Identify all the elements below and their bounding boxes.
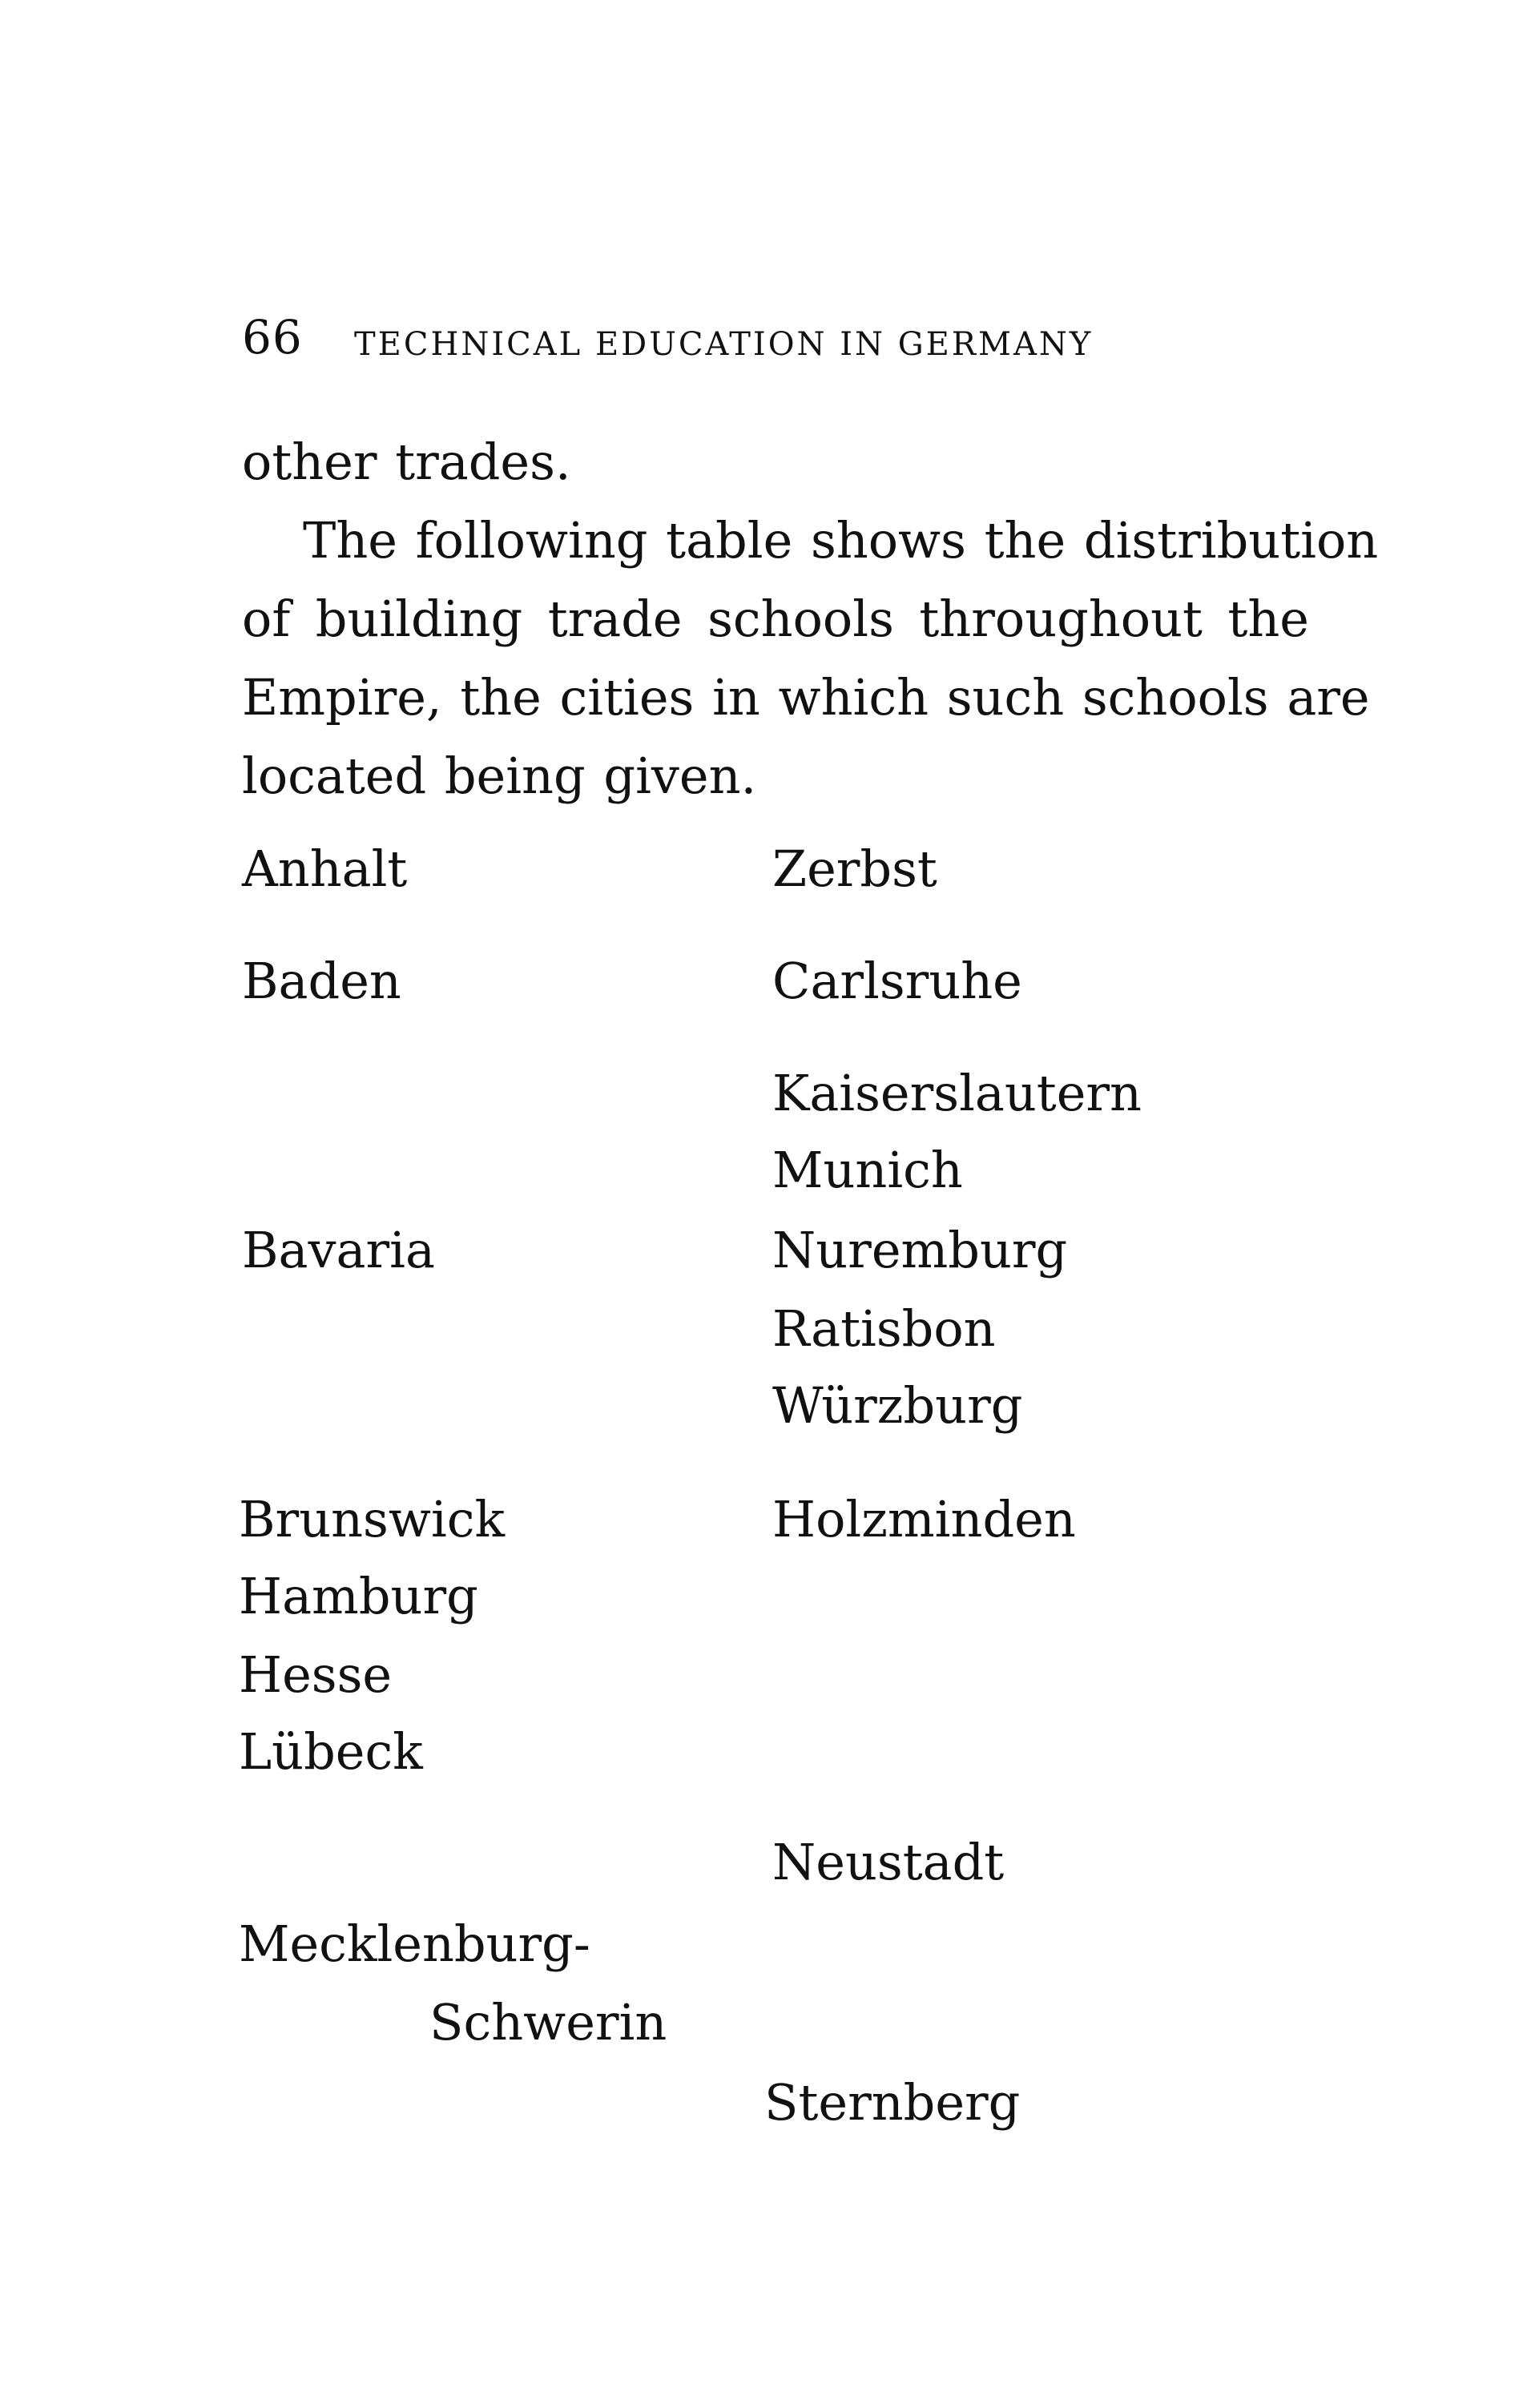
state-mecklenburg-line2: Schwerin	[429, 1993, 667, 2052]
city-neustadt: Neustadt	[772, 1833, 1005, 1891]
city-nuremburg: Nuremburg	[772, 1221, 1068, 1279]
text-line-1: other trades.	[242, 433, 571, 491]
city-zerbst: Zerbst	[772, 840, 937, 898]
state-hesse: Hesse	[239, 1645, 393, 1704]
state-lubeck: Lübeck	[239, 1722, 423, 1781]
state-bavaria: Bavaria	[242, 1221, 435, 1279]
state-hamburg: Hamburg	[239, 1567, 478, 1625]
text-word: of	[242, 590, 291, 648]
text-line-2: The following table shows the distribution	[303, 511, 1379, 570]
state-mecklenburg-line1: Mecklenburg-	[239, 1915, 590, 1973]
city-sternberg: Sternberg	[764, 2073, 1021, 2132]
state-brunswick: Brunswick	[239, 1490, 506, 1548]
text-line-3	[242, 590, 1309, 648]
state-anhalt: Anhalt	[242, 840, 408, 898]
state-baden: Baden	[242, 952, 401, 1010]
text-word: throughout	[919, 590, 1203, 648]
text-word: building	[315, 590, 523, 648]
city-kaiserslautern: Kaiserslautern	[772, 1064, 1142, 1122]
city-wurzburg: Würzburg	[772, 1376, 1023, 1435]
page-number: 66	[242, 310, 303, 364]
text-word: trade	[547, 590, 683, 648]
city-munich: Munich	[772, 1141, 963, 1199]
text-line-5: located being given.	[242, 747, 757, 805]
city-holzminden: Holzminden	[772, 1490, 1076, 1548]
page-header	[242, 310, 1307, 378]
text-line-4: Empire, the cities in which such schools are	[242, 668, 1370, 727]
text-word: schools	[707, 590, 894, 648]
city-ratisbon: Ratisbon	[772, 1299, 996, 1358]
text-word: the	[1227, 590, 1309, 648]
running-title: TECHNICAL EDUCATION IN GERMANY	[354, 326, 1094, 363]
city-carlsruhe: Carlsruhe	[772, 952, 1022, 1010]
